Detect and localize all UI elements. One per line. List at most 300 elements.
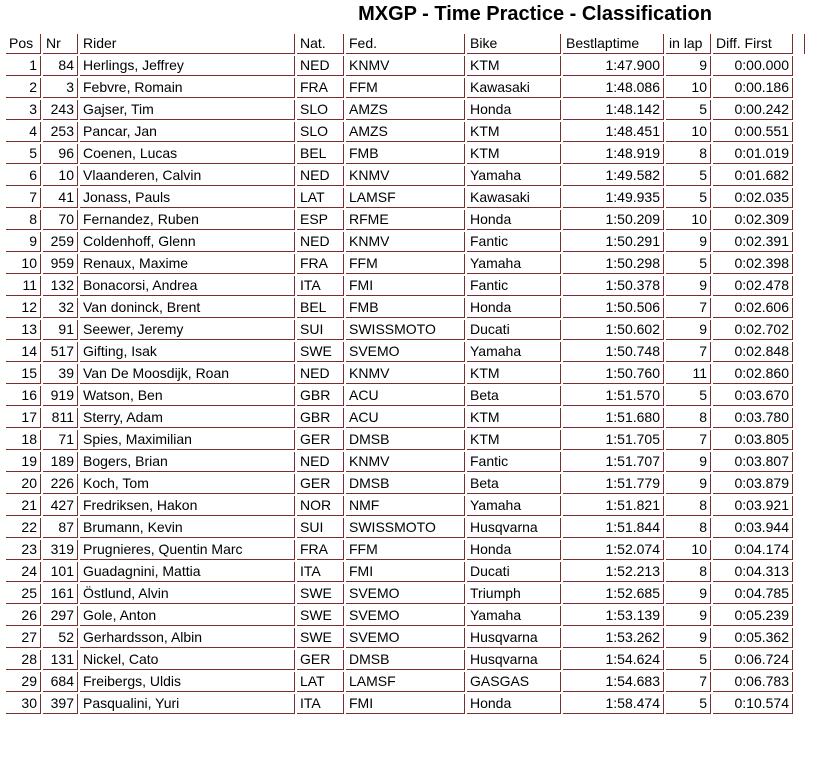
cell-rider: Freibergs, Uldis [80,672,295,692]
table-row [6,694,805,714]
cell-rider: Östlund, Alvin [80,584,295,604]
cell-pos: 4 [6,122,41,142]
cell-bestlaptime: 1:58.474 [563,694,664,714]
cell-fed: FFM [346,78,465,98]
cell-inlap: 8 [666,518,711,538]
cell-pos: 2 [6,78,41,98]
cell-bike: Ducati [467,562,561,582]
cell-bike: KTM [467,408,561,428]
cell-inlap: 8 [666,562,711,582]
cell-nat: ITA [297,694,344,714]
cell-bestlaptime: 1:54.624 [563,650,664,670]
cell-nr: 517 [43,342,78,362]
col-header-inlap: in lap [666,34,711,54]
cell-bike: KTM [467,144,561,164]
cell-pos: 25 [6,584,41,604]
cell-bestlaptime: 1:49.582 [563,166,664,186]
cell-nr: 811 [43,408,78,428]
cell-rider: Brumann, Kevin [80,518,295,538]
cell-inlap: 5 [666,650,711,670]
cell-fed: FFM [346,254,465,274]
cell-rider: Gifting, Isak [80,342,295,362]
cell-inlap: 9 [666,56,711,76]
cell-diff: 0:06.783 [713,672,793,692]
cell-fed: FFM [346,540,465,560]
cell-rider: Sterry, Adam [80,408,295,428]
cell-bestlaptime: 1:51.707 [563,452,664,472]
cell-nat: SWE [297,628,344,648]
cell-diff: 0:05.362 [713,628,793,648]
cell-nat: ITA [297,276,344,296]
cell-fed: AMZS [346,122,465,142]
cell-fed: KNMV [346,232,465,252]
cell-inlap: 5 [666,166,711,186]
cell-nat: GER [297,474,344,494]
cell-bike: Ducati [467,320,561,340]
cell-bestlaptime: 1:48.451 [563,122,664,142]
cell-nat: GER [297,650,344,670]
cell-pos: 30 [6,694,41,714]
cell-nr: 3 [43,78,78,98]
table-row [6,386,805,406]
cell-pos: 16 [6,386,41,406]
table-row [6,430,805,450]
cell-inlap: 7 [666,672,711,692]
cell-nat: ITA [297,562,344,582]
cell-nat: LAT [297,672,344,692]
cell-diff: 0:01.019 [713,144,793,164]
cell-pos: 10 [6,254,41,274]
col-header-edge [795,34,805,54]
classification-table [4,32,807,716]
cell-bike: Fantic [467,232,561,252]
cell-nat: FRA [297,540,344,560]
cell-nat: SWE [297,584,344,604]
cell-pos: 26 [6,606,41,626]
cell-diff: 0:02.860 [713,364,793,384]
cell-nr: 132 [43,276,78,296]
table-row [6,474,805,494]
table-row [6,56,805,76]
cell-pos: 12 [6,298,41,318]
cell-pos: 9 [6,232,41,252]
page-title: MXGP - Time Practice - Classification [358,3,712,25]
cell-inlap: 9 [666,452,711,472]
cell-bike: Yamaha [467,342,561,362]
cell-nat: NOR [297,496,344,516]
cell-rider: Fernandez, Ruben [80,210,295,230]
cell-bike: KTM [467,430,561,450]
cell-inlap: 5 [666,694,711,714]
cell-nat: SUI [297,518,344,538]
cell-nat: SWE [297,606,344,626]
cell-rider: Coldenhoff, Glenn [80,232,295,252]
cell-bestlaptime: 1:48.086 [563,78,664,98]
cell-pos: 7 [6,188,41,208]
cell-fed: DMSB [346,650,465,670]
cell-fed: SVEMO [346,606,465,626]
cell-inlap: 5 [666,188,711,208]
cell-nr: 427 [43,496,78,516]
cell-rider: Gole, Anton [80,606,295,626]
cell-diff: 0:03.807 [713,452,793,472]
cell-diff: 0:00.551 [713,122,793,142]
cell-diff: 0:02.702 [713,320,793,340]
cell-diff: 0:03.921 [713,496,793,516]
cell-bestlaptime: 1:51.844 [563,518,664,538]
cell-rider: Prugnieres, Quentin Marc [80,540,295,560]
cell-nr: 84 [43,56,78,76]
cell-nr: 70 [43,210,78,230]
cell-bike: Yamaha [467,496,561,516]
table-row [6,606,805,626]
cell-diff: 0:03.670 [713,386,793,406]
table-row [6,210,805,230]
cell-bestlaptime: 1:51.705 [563,430,664,450]
cell-nr: 161 [43,584,78,604]
cell-fed: FMI [346,694,465,714]
cell-inlap: 10 [666,122,711,142]
cell-inlap: 7 [666,430,711,450]
cell-pos: 17 [6,408,41,428]
cell-nat: GBR [297,408,344,428]
cell-bike: GASGAS [467,672,561,692]
cell-bestlaptime: 1:52.213 [563,562,664,582]
cell-pos: 24 [6,562,41,582]
cell-fed: FMB [346,298,465,318]
cell-pos: 8 [6,210,41,230]
cell-pos: 23 [6,540,41,560]
cell-bestlaptime: 1:48.142 [563,100,664,120]
cell-nr: 101 [43,562,78,582]
table-row [6,584,805,604]
cell-diff: 0:00.186 [713,78,793,98]
cell-nat: LAT [297,188,344,208]
col-header-bestlaptime: Bestlaptime [563,34,664,54]
cell-nr: 259 [43,232,78,252]
col-header-fed: Fed. [346,34,465,54]
cell-fed: LAMSF [346,188,465,208]
cell-rider: Koch, Tom [80,474,295,494]
cell-inlap: 5 [666,254,711,274]
cell-rider: Bonacorsi, Andrea [80,276,295,296]
cell-bestlaptime: 1:50.298 [563,254,664,274]
cell-diff: 0:02.309 [713,210,793,230]
cell-fed: NMF [346,496,465,516]
cell-inlap: 10 [666,540,711,560]
cell-bike: Husqvarna [467,628,561,648]
cell-diff: 0:00.242 [713,100,793,120]
table-row [6,166,805,186]
cell-inlap: 9 [666,474,711,494]
cell-pos: 18 [6,430,41,450]
cell-bike: Fantic [467,276,561,296]
cell-diff: 0:00.000 [713,56,793,76]
cell-rider: Van De Moosdijk, Roan [80,364,295,384]
cell-pos: 22 [6,518,41,538]
cell-rider: Pancar, Jan [80,122,295,142]
cell-rider: Spies, Maximilian [80,430,295,450]
cell-bestlaptime: 1:51.779 [563,474,664,494]
cell-nat: NED [297,364,344,384]
cell-nr: 919 [43,386,78,406]
cell-diff: 0:02.848 [713,342,793,362]
cell-inlap: 8 [666,496,711,516]
cell-fed: SWISSMOTO [346,518,465,538]
table-row [6,100,805,120]
cell-bestlaptime: 1:50.748 [563,342,664,362]
cell-bike: Honda [467,298,561,318]
cell-fed: DMSB [346,474,465,494]
cell-rider: Fredriksen, Hakon [80,496,295,516]
cell-nr: 41 [43,188,78,208]
cell-fed: KNMV [346,364,465,384]
cell-rider: Van doninck, Brent [80,298,295,318]
cell-bestlaptime: 1:50.378 [563,276,664,296]
cell-bike: Fantic [467,452,561,472]
table-row [6,408,805,428]
cell-diff: 0:03.805 [713,430,793,450]
cell-nr: 253 [43,122,78,142]
cell-rider: Renaux, Maxime [80,254,295,274]
table-row [6,650,805,670]
table-row [6,232,805,252]
table-row [6,320,805,340]
cell-bike: Beta [467,386,561,406]
cell-diff: 0:02.478 [713,276,793,296]
table-row [6,364,805,384]
cell-bike: Yamaha [467,254,561,274]
cell-inlap: 9 [666,320,711,340]
cell-rider: Coenen, Lucas [80,144,295,164]
cell-rider: Gerhardsson, Albin [80,628,295,648]
cell-fed: FMI [346,276,465,296]
cell-nat: GBR [297,386,344,406]
table-row [6,254,805,274]
cell-nat: ESP [297,210,344,230]
col-header-diff: Diff. First [713,34,793,54]
cell-nr: 397 [43,694,78,714]
table-row [6,518,805,538]
table-row [6,122,805,142]
cell-nat: NED [297,56,344,76]
cell-nat: BEL [297,144,344,164]
col-header-bike: Bike [467,34,561,54]
cell-fed: SVEMO [346,628,465,648]
cell-bestlaptime: 1:50.209 [563,210,664,230]
cell-diff: 0:04.313 [713,562,793,582]
cell-nat: NED [297,452,344,472]
cell-fed: DMSB [346,430,465,450]
cell-nr: 131 [43,650,78,670]
cell-nat: SWE [297,342,344,362]
col-header-rider: Rider [80,34,295,54]
cell-nr: 87 [43,518,78,538]
cell-rider: Gajser, Tim [80,100,295,120]
cell-nat: BEL [297,298,344,318]
cell-diff: 0:01.682 [713,166,793,186]
cell-bestlaptime: 1:54.683 [563,672,664,692]
cell-rider: Febvre, Romain [80,78,295,98]
cell-pos: 3 [6,100,41,120]
cell-nr: 10 [43,166,78,186]
cell-rider: Pasqualini, Yuri [80,694,295,714]
table-row [6,342,805,362]
cell-bestlaptime: 1:48.919 [563,144,664,164]
cell-rider: Jonass, Pauls [80,188,295,208]
cell-bestlaptime: 1:52.685 [563,584,664,604]
cell-rider: Nickel, Cato [80,650,295,670]
cell-bestlaptime: 1:50.760 [563,364,664,384]
cell-nat: FRA [297,254,344,274]
table-row [6,496,805,516]
cell-bike: Honda [467,210,561,230]
cell-pos: 29 [6,672,41,692]
table-row [6,144,805,164]
cell-inlap: 9 [666,628,711,648]
cell-bike: KTM [467,122,561,142]
cell-nr: 71 [43,430,78,450]
cell-nr: 684 [43,672,78,692]
cell-diff: 0:05.239 [713,606,793,626]
cell-pos: 1 [6,56,41,76]
cell-pos: 28 [6,650,41,670]
cell-fed: ACU [346,408,465,428]
cell-rider: Herlings, Jeffrey [80,56,295,76]
cell-nat: SLO [297,122,344,142]
cell-bike: KTM [467,56,561,76]
cell-bestlaptime: 1:51.570 [563,386,664,406]
cell-bestlaptime: 1:50.602 [563,320,664,340]
cell-bike: Honda [467,540,561,560]
cell-nat: SUI [297,320,344,340]
cell-fed: LAMSF [346,672,465,692]
cell-bike: Yamaha [467,606,561,626]
cell-inlap: 7 [666,342,711,362]
cell-fed: KNMV [346,166,465,186]
cell-bike: Honda [467,100,561,120]
cell-inlap: 9 [666,276,711,296]
cell-nr: 189 [43,452,78,472]
cell-fed: KNMV [346,452,465,472]
table-row [6,298,805,318]
cell-pos: 19 [6,452,41,472]
cell-inlap: 8 [666,408,711,428]
cell-nr: 959 [43,254,78,274]
cell-nr: 91 [43,320,78,340]
cell-bike: Husqvarna [467,518,561,538]
cell-fed: FMB [346,144,465,164]
cell-fed: SWISSMOTO [346,320,465,340]
cell-nr: 39 [43,364,78,384]
cell-diff: 0:02.391 [713,232,793,252]
table-row [6,628,805,648]
cell-diff: 0:04.174 [713,540,793,560]
cell-diff: 0:03.780 [713,408,793,428]
cell-inlap: 8 [666,144,711,164]
cell-bestlaptime: 1:51.821 [563,496,664,516]
cell-bestlaptime: 1:50.506 [563,298,664,318]
col-header-nr: Nr [43,34,78,54]
cell-bike: Yamaha [467,166,561,186]
cell-pos: 21 [6,496,41,516]
cell-diff: 0:10.574 [713,694,793,714]
cell-nr: 297 [43,606,78,626]
cell-diff: 0:03.944 [713,518,793,538]
cell-nat: FRA [297,78,344,98]
cell-pos: 20 [6,474,41,494]
cell-diff: 0:03.879 [713,474,793,494]
cell-pos: 5 [6,144,41,164]
cell-bike: Triumph [467,584,561,604]
cell-fed: FMI [346,562,465,582]
cell-nr: 226 [43,474,78,494]
cell-inlap: 10 [666,78,711,98]
cell-fed: ACU [346,386,465,406]
cell-bike: Kawasaki [467,188,561,208]
cell-fed: SVEMO [346,342,465,362]
cell-nr: 96 [43,144,78,164]
cell-bike: Honda [467,694,561,714]
cell-bestlaptime: 1:53.139 [563,606,664,626]
cell-rider: Seewer, Jeremy [80,320,295,340]
cell-diff: 0:04.785 [713,584,793,604]
cell-pos: 27 [6,628,41,648]
cell-diff: 0:06.724 [713,650,793,670]
cell-pos: 14 [6,342,41,362]
cell-fed: AMZS [346,100,465,120]
col-header-nat: Nat. [297,34,344,54]
cell-diff: 0:02.035 [713,188,793,208]
cell-pos: 13 [6,320,41,340]
cell-inlap: 9 [666,584,711,604]
cell-bike: Husqvarna [467,650,561,670]
cell-pos: 15 [6,364,41,384]
cell-bike: KTM [467,364,561,384]
cell-bestlaptime: 1:52.074 [563,540,664,560]
table-row [6,672,805,692]
cell-diff: 0:02.606 [713,298,793,318]
cell-fed: RFME [346,210,465,230]
cell-nr: 243 [43,100,78,120]
table-row [6,562,805,582]
cell-bike: Beta [467,474,561,494]
table-row [6,452,805,472]
cell-nat: NED [297,232,344,252]
cell-fed: SVEMO [346,584,465,604]
cell-diff: 0:02.398 [713,254,793,274]
cell-rider: Vlaanderen, Calvin [80,166,295,186]
cell-inlap: 7 [666,298,711,318]
cell-bestlaptime: 1:49.935 [563,188,664,208]
cell-nr: 32 [43,298,78,318]
cell-bestlaptime: 1:53.262 [563,628,664,648]
cell-nr: 52 [43,628,78,648]
col-header-pos: Pos [6,34,41,54]
cell-rider: Watson, Ben [80,386,295,406]
table-row [6,78,805,98]
cell-bestlaptime: 1:51.680 [563,408,664,428]
cell-inlap: 10 [666,210,711,230]
cell-bike: Kawasaki [467,78,561,98]
cell-inlap: 9 [666,232,711,252]
cell-nat: GER [297,430,344,450]
cell-nat: NED [297,166,344,186]
cell-inlap: 11 [666,364,711,384]
table-row [6,276,805,296]
cell-fed: KNMV [346,56,465,76]
table-row [6,540,805,560]
